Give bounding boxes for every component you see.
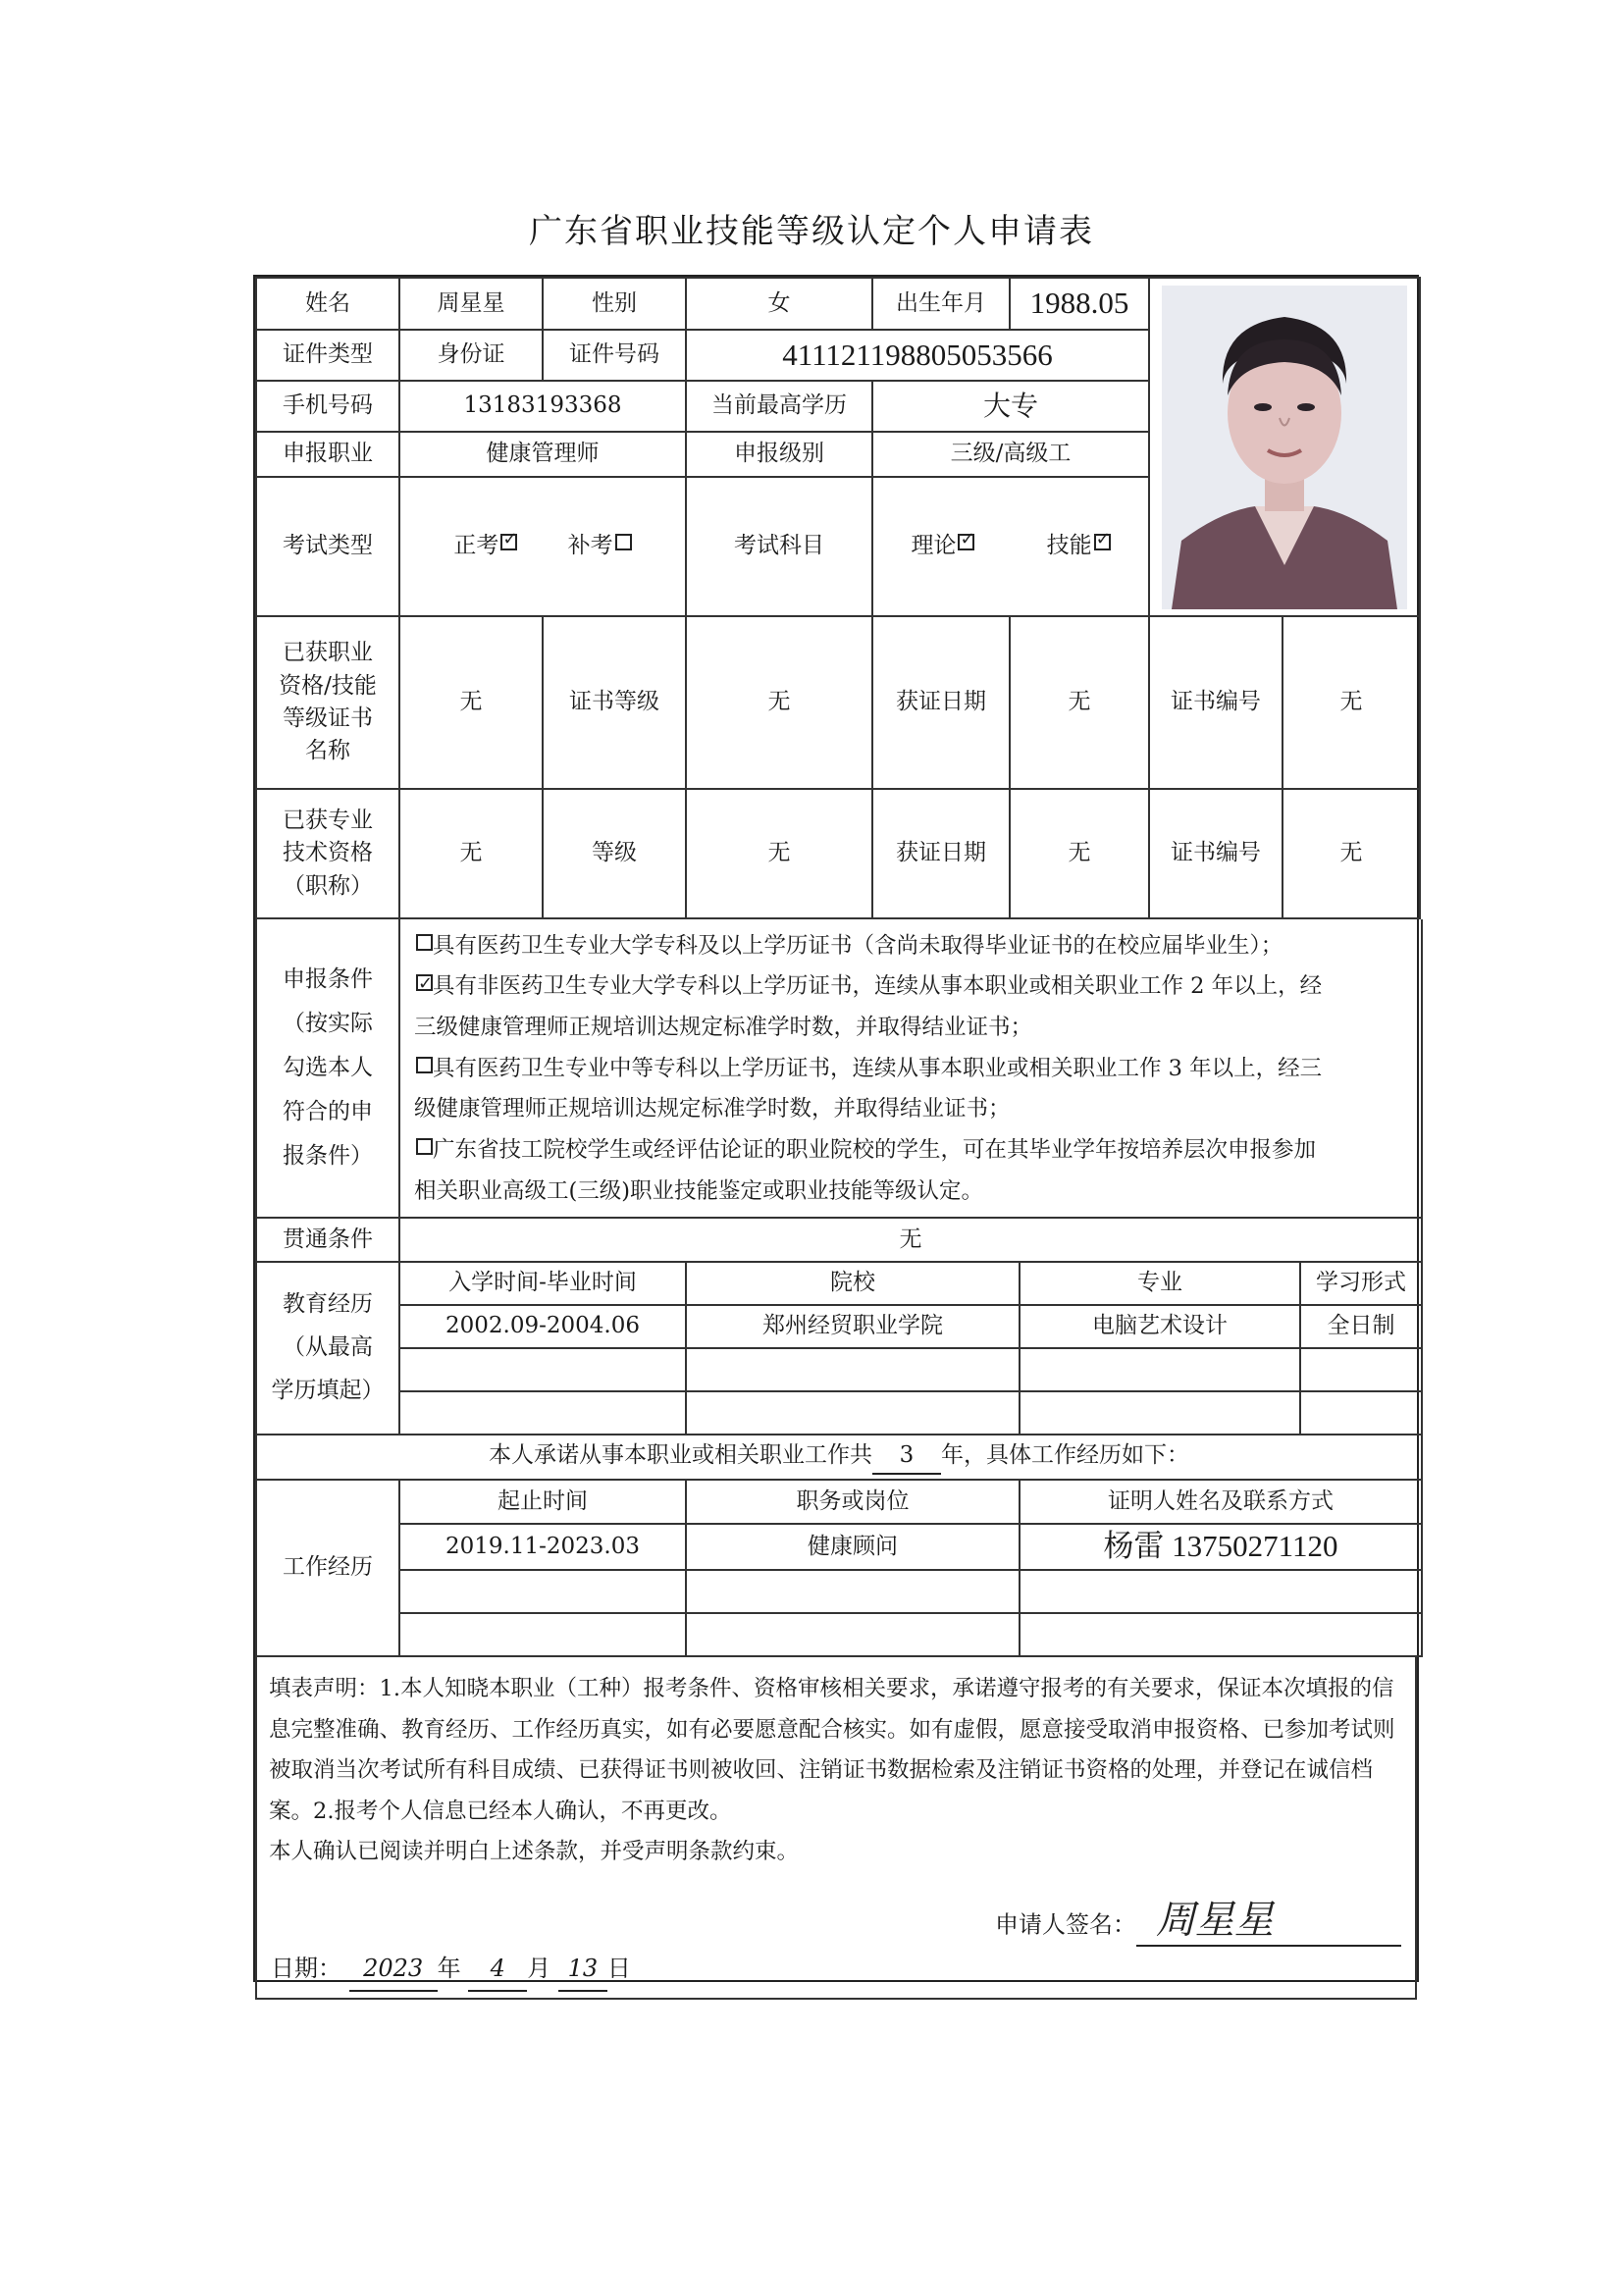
cond-label-line5: 报条件） xyxy=(283,1142,373,1169)
application-form xyxy=(253,275,1419,1982)
condition-3-text-a: 具有医药卫生专业中等专科以上学历证书，连续从事本职业或相关职业工作 3 年以上，经三 xyxy=(433,1055,1323,1081)
qual-label-line3: 等级证书 xyxy=(283,705,373,731)
edu-empty-cell[interactable] xyxy=(1300,1391,1422,1435)
tech-label-line3: （职称） xyxy=(283,872,373,899)
conditions-label xyxy=(256,919,399,1218)
cert-no-value[interactable]: 无 xyxy=(1283,616,1420,789)
exam-makeup-checkbox[interactable] xyxy=(615,534,632,550)
declaration-confirm: 本人确认已阅读并明白上述条款，并受声明条款约束。 xyxy=(269,1839,800,1865)
work-empty-cell[interactable] xyxy=(686,1570,1020,1613)
edu-empty-cell[interactable] xyxy=(399,1391,686,1435)
id-no-label: 证件号码 xyxy=(543,330,686,381)
subject-skill-label: 技能 xyxy=(1046,533,1092,559)
edu-label-line1: 教育经历 xyxy=(283,1291,373,1318)
tech-label-line2: 技术资格 xyxy=(283,840,373,866)
work-empty-cell[interactable] xyxy=(1020,1570,1422,1613)
tech-no-value[interactable]: 无 xyxy=(1283,789,1420,918)
cond-label-line2: （按实际 xyxy=(283,1011,373,1037)
declaration-table xyxy=(255,1657,1417,2000)
gender-label: 性别 xyxy=(543,278,686,330)
cert-level-value[interactable]: 无 xyxy=(686,616,872,789)
tech-grade-label: 等级 xyxy=(543,789,686,918)
education-table xyxy=(255,1219,1423,1481)
page-title: 广东省职业技能等级认定个人申请表 xyxy=(529,212,1094,251)
name-label: 姓名 xyxy=(256,278,399,330)
signature-handwriting: 周星星 xyxy=(1156,1897,1274,1943)
exam-regular-checkbox[interactable] xyxy=(500,534,517,550)
date-day-label: 日 xyxy=(606,1954,631,1982)
signature-label: 申请人签名： xyxy=(995,1910,1136,1939)
tech-title-value[interactable]: 无 xyxy=(399,789,543,918)
qual-label-line4: 名称 xyxy=(305,738,350,764)
date-area xyxy=(271,1947,631,1992)
edu-mode-value[interactable]: 全日制 xyxy=(1300,1305,1422,1348)
qualification-label xyxy=(256,616,399,789)
work-empty-cell[interactable] xyxy=(1020,1613,1422,1656)
edu-empty-cell[interactable] xyxy=(686,1391,1020,1435)
level-label: 申报级别 xyxy=(686,432,872,477)
work-pledge-suffix: 年，具体工作经历如下： xyxy=(941,1442,1189,1469)
condition-1-text: 具有医药卫生专业大学专科及以上学历证书（含尚未取得毕业证书的在校应届毕业生）； xyxy=(433,932,1283,959)
occupation-label: 申报职业 xyxy=(256,432,399,477)
tech-no-label: 证书编号 xyxy=(1149,789,1283,918)
condition-4-text-a: 广东省技工院校学生或经评估论证的职业院校的学生，可在其毕业学年按培养层次申报参加 xyxy=(433,1136,1317,1163)
work-pledge xyxy=(256,1435,1422,1480)
gender-value[interactable]: 女 xyxy=(686,278,872,330)
tech-label-line1: 已获专业 xyxy=(283,807,373,833)
work-years-value[interactable]: 3 xyxy=(872,1439,941,1474)
level-value[interactable]: 三级/高级工 xyxy=(872,432,1149,477)
edu-major-header: 专业 xyxy=(1020,1262,1300,1305)
edu-empty-cell[interactable] xyxy=(1020,1391,1300,1435)
qual-label-line1: 已获职业 xyxy=(283,640,373,666)
exam-type-options xyxy=(399,477,686,616)
exam-regular-label: 正考 xyxy=(453,533,499,559)
condition-1-checkbox[interactable] xyxy=(416,934,433,951)
work-table xyxy=(255,1481,1423,1657)
work-period-header: 起止时间 xyxy=(399,1481,686,1524)
date-month-label: 月 xyxy=(527,1954,551,1982)
declaration-text: 填表声明：1.本人知晓本职业（工种）报考条件、资格审核相关要求，承诺遵守报考的有关要求，保证本次填报的信息完整准确、教育经历、工作经历真实，如有必要愿意配合核实。如有虚假，愿意接受取消申报资格、已参加考试则被取消当次考试所有科目成绩、已获得证书则被收回、注销证书数据检索及注销证书资格的处理，并登记在诚信档案。2.报考个人信息已经本人确认，不再更改。 xyxy=(269,1675,1395,1824)
edu-empty-cell[interactable] xyxy=(686,1348,1020,1391)
edu-period-header: 入学时间-毕业时间 xyxy=(399,1262,686,1305)
through-value[interactable]: 无 xyxy=(399,1219,1422,1262)
edu-school-value[interactable]: 郑州经贸职业学院 xyxy=(686,1305,1020,1348)
edu-empty-cell[interactable] xyxy=(1300,1348,1422,1391)
occupation-value[interactable]: 健康管理师 xyxy=(399,432,686,477)
condition-4-text-b: 相关职业高级工(三级)职业技能鉴定或职业技能等级认定。 xyxy=(414,1177,984,1204)
name-value[interactable]: 周星星 xyxy=(399,278,543,330)
edu-school-header: 院校 xyxy=(686,1262,1020,1305)
date-day-value[interactable]: 13 xyxy=(558,1947,607,1992)
phone-value[interactable]: 13183193368 xyxy=(399,381,686,432)
edu-mode-header: 学习形式 xyxy=(1300,1262,1422,1305)
personal-info-table xyxy=(255,277,1421,919)
photo-cell xyxy=(1149,278,1420,616)
edu-period-value[interactable]: 2002.09-2004.06 xyxy=(399,1305,686,1348)
phone-label: 手机号码 xyxy=(256,381,399,432)
condition-4-checkbox[interactable] xyxy=(416,1138,433,1155)
tech-date-label: 获证日期 xyxy=(872,789,1010,918)
cond-label-line4: 符合的申 xyxy=(283,1098,373,1124)
work-pledge-prefix: 本人承诺从事本职业或相关职业工作共 xyxy=(489,1442,872,1469)
conditions-table xyxy=(255,919,1423,1219)
date-year-label: 年 xyxy=(437,1954,461,1982)
education-history-label xyxy=(256,1262,399,1435)
edu-empty-cell[interactable] xyxy=(1020,1348,1300,1391)
tech-date-value[interactable]: 无 xyxy=(1010,789,1149,918)
edu-empty-cell[interactable] xyxy=(399,1348,686,1391)
signature-area xyxy=(995,1897,1401,1947)
work-empty-cell[interactable] xyxy=(399,1570,686,1613)
subject-skill-checkbox[interactable] xyxy=(1094,534,1111,550)
date-year-value[interactable]: 2023 xyxy=(349,1947,438,1992)
tech-title-label xyxy=(256,789,399,918)
condition-2-text-a: 具有非医药卫生专业大学专科以上学历证书，连续从事本职业或相关职业工作 2 年以上，经 xyxy=(433,973,1323,1000)
date-month-value[interactable]: 4 xyxy=(468,1947,527,1992)
qual-label-line2: 资格/技能 xyxy=(279,672,377,699)
signature-field[interactable] xyxy=(1136,1897,1401,1947)
exam-makeup-label: 补考 xyxy=(567,533,613,559)
through-label: 贯通条件 xyxy=(256,1219,399,1262)
cert-level-label: 证书等级 xyxy=(543,616,686,789)
subject-theory-checkbox[interactable] xyxy=(958,534,974,550)
subject-theory-label: 理论 xyxy=(911,533,957,559)
cert-date-value[interactable]: 无 xyxy=(1010,616,1149,789)
work-period-value[interactable]: 2019.11-2023.03 xyxy=(399,1524,686,1570)
tech-grade-value[interactable]: 无 xyxy=(686,789,872,918)
education-label: 当前最高学历 xyxy=(686,381,872,432)
cert-no-label: 证书编号 xyxy=(1149,616,1283,789)
work-witness-header: 证明人姓名及联系方式 xyxy=(1020,1481,1422,1524)
applicant-photo xyxy=(1162,286,1407,609)
condition-2-text-b: 三级健康管理师正规培训达规定标准学时数，并取得结业证书； xyxy=(414,1015,1033,1041)
work-position-header: 职务或岗位 xyxy=(686,1481,1020,1524)
cert-date-label: 获证日期 xyxy=(872,616,1010,789)
work-witness-value[interactable]: 杨雷 13750271120 xyxy=(1020,1524,1422,1570)
condition-3-text-b: 级健康管理师正规培训达规定标准学时数，并取得结业证书； xyxy=(414,1096,1011,1122)
conditions-list xyxy=(399,919,1422,1218)
cond-label-line1: 申报条件 xyxy=(283,966,373,993)
birth-value[interactable]: 1988.05 xyxy=(1010,278,1149,330)
exam-subject-label: 考试科目 xyxy=(686,477,872,616)
id-type-value[interactable]: 身份证 xyxy=(399,330,543,381)
education-value[interactable]: 大专 xyxy=(872,381,1149,432)
declaration-cell xyxy=(256,1657,1416,1999)
work-history-label: 工作经历 xyxy=(256,1481,399,1656)
edu-label-line3: 学历填起） xyxy=(271,1377,385,1403)
work-position-value[interactable]: 健康顾问 xyxy=(686,1524,1020,1570)
date-label: 日期： xyxy=(271,1954,341,1982)
exam-subject-options xyxy=(872,477,1149,616)
work-empty-cell[interactable] xyxy=(399,1613,686,1656)
id-no-value[interactable]: 411121198805053566 xyxy=(686,330,1149,381)
condition-2-checkbox[interactable] xyxy=(416,974,433,991)
edu-label-line2: （从最高 xyxy=(283,1334,373,1361)
work-empty-cell[interactable] xyxy=(686,1613,1020,1656)
edu-major-value[interactable]: 电脑艺术设计 xyxy=(1020,1305,1300,1348)
exam-type-label: 考试类型 xyxy=(256,477,399,616)
birth-label: 出生年月 xyxy=(872,278,1010,330)
id-type-label: 证件类型 xyxy=(256,330,399,381)
condition-3-checkbox[interactable] xyxy=(416,1057,433,1073)
qualification-name-value[interactable]: 无 xyxy=(399,616,543,789)
cond-label-line3: 勾选本人 xyxy=(283,1055,373,1081)
